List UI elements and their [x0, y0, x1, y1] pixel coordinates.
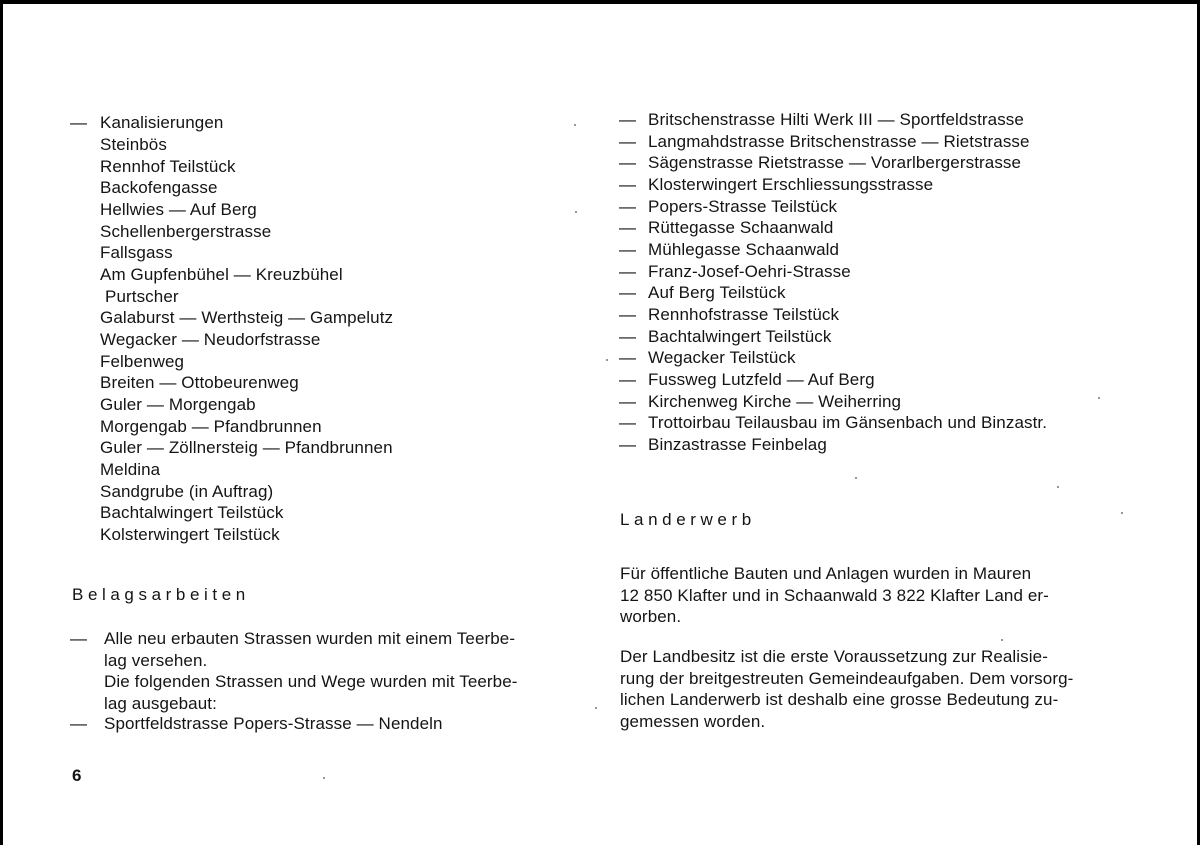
- scan-speck: [606, 359, 608, 361]
- list-item: Kolsterwingert Teilstück: [100, 525, 280, 544]
- paragraph-line: 12 850 Klafter und in Schaanwald 3 822 Klafter Land er-: [620, 585, 1049, 605]
- scan-speck: [1098, 397, 1100, 399]
- list-item: Sägenstrasse Rietstrasse — Vorarlbergerstrasse: [648, 153, 1022, 173]
- list-dash: —: [619, 413, 637, 433]
- list-item: Sandgrube (in Auftrag): [100, 481, 274, 501]
- list-item: Guler — Morgengab: [100, 395, 256, 414]
- list-dash: —: [619, 326, 637, 346]
- list-item: Rennhof Teilstück: [100, 156, 236, 176]
- paragraph-line: rung der breitgestreuten Gemeindeaufgaben. Dem vorsorg-: [620, 668, 1074, 688]
- page-number: 6: [72, 766, 82, 785]
- belag-text-line: lag ausgebaut:: [104, 694, 217, 713]
- list-item: Galaburst — Werthsteig — Gampelutz: [100, 308, 394, 328]
- list-item: Bachtalwingert Teilstück: [648, 326, 832, 346]
- list-item: Kirchenweg Kirche — Weiherring: [648, 391, 902, 411]
- list-item: Mühlegasse Schaanwald: [648, 240, 840, 259]
- list-dash: —: [70, 714, 88, 733]
- list-item: Langmahdstrasse Britschenstrasse — Rietstrasse: [648, 131, 1030, 151]
- list-item: Wegacker — Neudorfstrasse: [100, 330, 321, 349]
- scan-speck: [1057, 486, 1059, 488]
- list-dash: —: [619, 110, 637, 129]
- list-item: Schellenbergerstrasse: [100, 221, 272, 241]
- scan-speck: [575, 211, 577, 213]
- list-item: Meldina: [100, 460, 161, 479]
- list-dash: —: [619, 131, 637, 151]
- list-item: Guler — Zöllnersteig — Pfandbrunnen: [100, 438, 393, 458]
- list-item: Rennhofstrasse Teilstück: [648, 305, 840, 324]
- scan-speck: [595, 707, 597, 709]
- belag-text-line: lag versehen.: [104, 650, 208, 670]
- list-item: Steinbös: [100, 135, 167, 154]
- list-dash: —: [619, 261, 637, 281]
- list-item: Bachtalwingert Teilstück: [100, 503, 284, 523]
- list-dash: —: [619, 348, 637, 368]
- paragraph-line: Für öffentliche Bauten und Anlagen wurden in Mauren: [620, 564, 1032, 583]
- list-item: Rüttegasse Schaanwald: [648, 218, 834, 238]
- list-item: Backofengasse: [100, 178, 218, 198]
- list-item-kanalisierungen: Kanalisierungen: [100, 113, 224, 132]
- list-item: Breiten — Ottobeurenweg: [100, 373, 299, 393]
- list-dash: —: [70, 629, 88, 648]
- belag-text-line: Alle neu erbauten Strassen wurden mit einem Teerbe-: [104, 629, 516, 648]
- list-item: Franz-Josef-Oehri-Strasse: [648, 261, 851, 281]
- belag-text-line: Die folgenden Strassen und Wege wurden mit Teerbe-: [104, 672, 518, 692]
- list-item: Wegacker Teilstück: [648, 348, 796, 368]
- paragraph-line: Der Landbesitz ist die erste Voraussetzung zur Realisie-: [620, 647, 1048, 666]
- list-item: Fallsgass: [100, 243, 173, 263]
- list-dash: —: [619, 218, 637, 238]
- list-item: Klosterwingert Erschliessungsstrasse: [648, 175, 934, 194]
- list-dash: —: [619, 283, 637, 303]
- scan-speck: [1001, 639, 1003, 641]
- list-item: Britschenstrasse Hilti Werk III — Sportfeldstrasse: [648, 110, 1024, 129]
- list-item: Trottoirbau Teilausbau im Gänsenbach und Binzastr.: [648, 413, 1048, 433]
- list-dash: —: [619, 175, 637, 194]
- scan-speck: [1121, 512, 1123, 514]
- list-dash: —: [619, 435, 637, 454]
- list-dash: —: [619, 370, 637, 389]
- scan-speck: [574, 124, 576, 126]
- list-item: Felbenweg: [100, 351, 185, 371]
- list-dash: —: [70, 113, 88, 132]
- scan-speck: [323, 777, 325, 779]
- section-heading-landerwerb: Landerwerb: [620, 510, 756, 529]
- paragraph-line: lichen Landerwerb ist deshalb eine grosse Bedeutung zu-: [620, 690, 1059, 710]
- list-item: Purtscher: [105, 286, 179, 306]
- list-item: Fussweg Lutzfeld — Auf Berg: [648, 370, 875, 389]
- list-dash: —: [619, 196, 637, 216]
- list-item: Morgengab — Pfandbrunnen: [100, 416, 322, 436]
- list-item: Am Gupfenbühel — Kreuzbühel: [100, 265, 343, 284]
- list-dash: —: [619, 240, 637, 259]
- list-dash: —: [619, 305, 637, 324]
- list-dash: —: [619, 153, 637, 173]
- paragraph-line: worben.: [620, 607, 682, 627]
- list-item: Auf Berg Teilstück: [648, 283, 786, 303]
- scan-speck: [855, 477, 857, 479]
- section-heading-belagsarbeiten: Belagsarbeiten: [72, 585, 250, 604]
- paragraph-line: gemessen worden.: [620, 712, 766, 731]
- list-item: Hellwies — Auf Berg: [100, 200, 257, 219]
- list-item: Binzastrasse Feinbelag: [648, 435, 827, 454]
- list-item: Popers-Strasse Teilstück: [648, 196, 838, 216]
- list-dash: —: [619, 391, 637, 411]
- list-item-sportfeldstrasse: Sportfeldstrasse Popers-Strasse — Nendeln: [104, 714, 443, 733]
